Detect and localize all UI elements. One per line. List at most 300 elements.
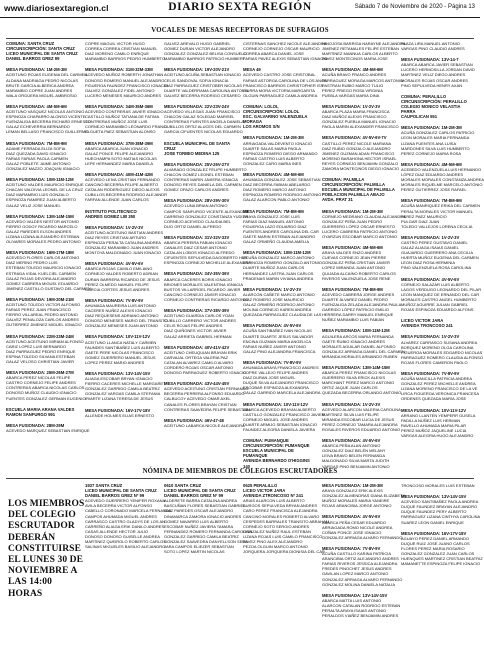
mesa-block: [401, 334, 483, 365]
vocal-name: FARIAS NUÑEZ JAVIER ANTONIO: [243, 343, 306, 349]
vocal-name: CAMPOS AHUMADA MIGUEL ANDRES: [85, 513, 157, 519]
mesa-block: [164, 234, 251, 266]
vocal-name: GAETE RUBIO IGNACIO ANDRES: [322, 338, 385, 344]
mesa-heading: MESA FUSIONADA: 16M-17M-18M: [6, 250, 74, 256]
vocales-columns: [6, 41, 484, 469]
vocal-name: ACEVEDO FLORES CARLOS ANTONIO: [6, 255, 80, 261]
vocal-name: ITURRA MORA VICTORIA MARGARITA: [243, 87, 315, 93]
vocal-name: TRONCOSO MORALES LUIS ESTEBAN: [401, 483, 475, 488]
vocal-name: BORQUEZ MORENO OLGA CAROLINA: [401, 344, 474, 350]
vocal-name: ADAME FERRADA ELIZA SOFIA: [6, 145, 66, 151]
vocal-name: CORNEJO CORNEJO OSCAR MAURICIO: [243, 46, 320, 52]
vocal-name: ACEITUNO GUARDIA CARLOS YOAN: [164, 313, 234, 319]
vocal-name: MALDONADO SILVA MARTA JUDITH: [322, 458, 390, 464]
vocal-name: ACUÑA BRAVO FRANCO ANDRES: [322, 72, 387, 78]
mesa-block: [401, 370, 480, 402]
mesa-heading: MESA FUSIONADA: 7M-8M-9M: [6, 140, 67, 146]
mesa-heading: DANIEL BARROS GREZ Nº 99: [164, 493, 224, 499]
vocal-name: FARIAS FARIAS PAOLA CARMEN: [6, 155, 68, 161]
section-divider: [6, 478, 474, 479]
vocal-name: ACEITUNO CHEUQUIAN BRAYAN ERIK: [164, 349, 238, 355]
vocal-name: AVILA BECERRA VICTOR ALFONSO: [85, 503, 153, 509]
vocal-name: ACEITUNO TOLEDO VICTOR ALFONSO: [6, 302, 81, 308]
vocal-name: PEREZ GUTIERREZ JOSE RAFAEL: [401, 187, 467, 193]
vocal-name: FARIAS PAVEZ ALEXIS SEBASTIAN IGNACIO: [243, 56, 328, 62]
vocal-name: PEREZ CORNEJO MARIA ROSA: [401, 150, 462, 156]
mesa-heading: MESA FUSIONADA: 19M-20M-21M: [6, 296, 74, 302]
vocal-name: ACEITUNO LABARCA NICOLE ALEJANDRA: [164, 422, 245, 428]
vocal-name: MARAMBIO BARRIOS PATRICIO HUMBERT: [164, 56, 246, 62]
vocal-name: ARRIAGADA ROMO NICOLE ANDREA: [322, 524, 393, 530]
vocal-name: ABARCA ABARCA JAVIER SEBASTIAN: [401, 62, 473, 68]
vocal-name: ESTRADA VIDAL KUELCIEL CARMEN: [6, 270, 76, 276]
vocal-name: CIFUENTES SEPULVEDA DAGOBERTO HER: [164, 255, 248, 261]
mesa-block: [85, 67, 169, 98]
mesa-heading: AVENIDA BERNARDO O'HIGGINS 140: [243, 458, 310, 469]
vocal-name: GALAZ VELOSO CHRISTIAN JAVIER: [6, 358, 75, 364]
vocal-name: JORQUERA JORQUERA DIONISIA DEL CAR: [243, 549, 325, 555]
vocal-name: ACEVEDO SANTIBAÑEZ PAOLA ANDREA: [401, 499, 479, 505]
vocal-name: LEON MORALES MARIA FERNANDA: [401, 135, 470, 141]
vocal-name: GALAZ GARRIDO MARCELA ALEJANDRA: [243, 390, 321, 396]
vocal-name: GONZALEZ DIAZ BELÉN MELANY: [322, 448, 386, 454]
vocal-name: FARIAS PEREZ JUAN FRANCISCO: [6, 307, 71, 313]
vocal-name: ALARCON CAÑETE MARCO ANTONIO: [243, 291, 315, 297]
mesa-block: [85, 408, 159, 418]
mesa-block: [164, 381, 250, 412]
vocal-name: GONZALEZ ALMENDRAS DIANA ELIZABETH: [322, 493, 406, 499]
vocal-name: ACEITUNO LLANCA NATALY CARMEN: [85, 339, 157, 345]
vocal-name: CUBILLOS ORTIZ ALUCES DEL CARMEN: [164, 124, 241, 130]
vocal-name: PEREZ PAEZ MAURICIO: [401, 213, 447, 219]
mesa-block: [243, 323, 317, 354]
vocal-name: LIZANA LIZANA ALEJANDRO ESTEBAN: [6, 234, 80, 239]
mesa-heading: 0610 SANTA CRUZ: [164, 483, 202, 488]
vocal-name: MOLINA CORNEJO KAREN ANDREA: [243, 307, 312, 313]
mesa-block: [322, 364, 402, 396]
mesa-block: [6, 103, 91, 135]
vocal-name: ABARCA PEREIRA FABIAN IGNACIO: [164, 240, 233, 245]
vocal-name: CARRASCO CASTRO GLADYS DE LOS AN: [85, 518, 166, 524]
vocal-name: CONTRERAS SAAVEDRA FELIPE SEBASTIAN: [164, 406, 250, 412]
vocal-name: DIJO ORTIZ DANIEL ALFREDO: [164, 223, 222, 229]
mesa-block: [322, 592, 401, 619]
vocal-name: CASTILLO PEREZ NICOLE MARIANA: [322, 140, 392, 146]
mesa-heading: MESA FUSIONADA: 4V-5V-6V: [243, 323, 302, 329]
vocal-name: DIAZ MORENO CAMILO ENRIQUE: [85, 51, 150, 57]
vocal-name: CARO PEREZ FRANCISCA ALEJANDRA: [243, 508, 318, 514]
vocal-name: ARAYA GONZALEZ JOSE LUIS: [243, 213, 300, 219]
vocal-name: DIAZ PAREDES OSCAR ALEJANDRO: [164, 508, 234, 514]
vocal-name: CORNEJO ACEVEDO CLAUDIA BEL: [164, 218, 231, 224]
vocal-name: DIAZ RUBIO GONZALO ALEJANDRO: [322, 145, 391, 151]
mesa-heading: POBLACION PALMILLA ABAJO: [322, 192, 385, 198]
vocal-name: ARAYA GONZALEZ ERIK ALEXIS: [322, 488, 383, 494]
vocal-name: CANALES FLORES BRAYAN CRISTIAN: [164, 401, 237, 407]
vocal-name: JIMENEZ GUZMAN ADAN FRANCISCO: [322, 150, 395, 156]
vocal-name: JIMENEZ CASTILLO GUSTAVO DEL CARMEN: [6, 285, 91, 291]
vocal-name: DIAZ MARAMBIO LUIS GONZALO: [6, 192, 69, 198]
vocal-name: GUERRERO LÓPEZ OSCAR ERNESTO: [322, 223, 396, 229]
vocal-name: ESPINA TOLEDO SILVANA ESTEBAN: [6, 353, 75, 359]
mesa-heading: MESA FUSIONADA: 10M-11M-12M: [322, 328, 390, 334]
vocal-name: FIGUEROA LAZO EDUARDO DIAZ: [243, 223, 307, 229]
mesa-heading: MESA FUSIONADA: 16V-17V-18V: [401, 530, 467, 536]
vocal-name: GARCIA CIFUENTES NICOLAS EDUARDO: [164, 129, 243, 135]
vocal-name: GONZALEZ GARRIDO CAMILA BEATRIZ: [85, 386, 160, 392]
vocal-name: VARGAS ALEGRIA HUGO ALEJANDRO: [401, 433, 474, 438]
mesa-block: [401, 318, 475, 328]
vocal-name: DONOSO MENESES MARIO DEL TRANSITO: [85, 318, 168, 324]
vocal-name: LIRCA FIGUEROA VERONICA FRANCESA: [401, 391, 480, 397]
vocal-name: DUQUE SILVA ALEJANDRO FRANCISCO: [243, 380, 319, 386]
vocal-name: ORTIZ JAQUE JUAN CARLOS: [322, 385, 378, 391]
vocal-name: GAETE MARIN ESTEBAN ALEJANDRO: [243, 234, 316, 239]
vocal-name: CONTRERAS MARIN JAVIERA IGNACIA: [164, 177, 238, 183]
mesa-block: [401, 57, 475, 88]
vocal-name: FUENTES GONZALEZ GERMAN EUGENIO: [6, 395, 86, 401]
vocal-name: MARDONES SILVA LUIS HUMBERTO: [401, 145, 470, 151]
vocal-name: CASTRO PEREZ GUSTAVO DANIEL: [401, 240, 468, 245]
vocal-name: CASTILLO GONZALEZ FRANCISCO JAVIER: [243, 411, 325, 417]
vocal-name: IRIARTE LIZANA TERESA DE JESUS: [85, 396, 154, 402]
mesa-heading: AVENIDA ZTRONCOSO Nº 241: [243, 493, 304, 499]
vocal-name: DURAN BARRERA RICARDO DE JESUS: [85, 276, 160, 282]
mesa-heading: MESA FUSIONADA: 4M-5M-6M: [243, 171, 304, 177]
vocal-name: GONZALEZ ARRIAGA ALVARO FERNANDO: [322, 576, 403, 582]
vocal-name: ABARCA MATTA LUIS ANTONIO: [322, 597, 382, 603]
text-column: [85, 41, 169, 424]
vocal-name: ESPINOZA ROMERO GONZALO ANTONIO: [243, 260, 322, 266]
mesa-heading: LOS AROMOS S/N: [243, 124, 280, 130]
vocal-name: LEPE HERNANDEZ MARIA DANIELA: [85, 160, 154, 166]
vocal-name: ALLENDE HOLMES ELIAS ERNESTO: [85, 412, 155, 418]
vocal-name: FRANCISCO BARRIOS CHRISTOPHER ISS: [243, 82, 324, 88]
vocal-name: CORNEJO VALDES ROBERTO ADRIAN: [85, 271, 158, 277]
vocal-name: DIAZ REYES CRISTIAN ARTURO: [85, 234, 147, 240]
vocal-name: CARVAJAL ORTEGA VALERIA PAZ: [164, 354, 228, 360]
mesa-block: [85, 370, 166, 402]
vocal-name: SOTO LOPEZ MARTIN NICOLAS: [164, 549, 225, 555]
vocal-name: PERALDOS VIAÑEZ BENJAMIN ANDRES: [322, 613, 399, 619]
mesa-block: [322, 103, 399, 130]
vocal-name: ARANCIBIA ORTIZ ALEJANDRO ANDRES: [322, 556, 399, 562]
vocal-name: CASAS ALLENDE HECTOR JULIO: [85, 528, 149, 534]
vocal-name: GONZALEZ GARRIDO CAMILA BEATRIZ: [164, 533, 239, 539]
mesa-block: [322, 67, 403, 98]
mesa-heading: MESA FUSIONADA: 13V-14-7: [401, 57, 459, 63]
mesa-heading: MESA FUSIONADA: 4V-5V-6V-7V: [322, 135, 387, 141]
mesa-block: [322, 41, 406, 62]
mesa-block: [322, 514, 403, 540]
mesa-heading: 0625 PERALILLO: [243, 483, 278, 488]
vocal-name: ALDANA MADRIAGA PEDRO NICOLAS: [6, 77, 79, 83]
mesa-heading: LICEO MUNICIPAL DE SANTA CRUZ: [6, 51, 78, 57]
mesa-heading: COMUNA: PUMANQUE: [243, 438, 289, 444]
vocal-name: PINO VALENZUELA ROSA CAROLINA: [401, 265, 472, 271]
text-column: [164, 41, 251, 434]
vocal-name: LOPEZ MIRANDA JUAN ANTONIO: [322, 265, 386, 271]
vocal-name: DIAZ ROMERO MARCO ANTONIO: [243, 187, 307, 193]
mesa-block: [85, 103, 168, 135]
vocal-name: RIVEROS VALENZUELA JOSE RENE: [322, 275, 391, 281]
mesa-heading: ANDRES GOMEZ LIB 350: [85, 213, 136, 219]
mesa-block: [243, 135, 317, 166]
vocal-name: DONOSO ROMERO MANUEL ALEJANDRO: [85, 77, 165, 83]
mesa-heading: MESA FUSIONADA: 22V-23V-24V: [164, 103, 230, 109]
vocal-name: CASTRO CORNEJO FELIPE ANDRES: [6, 380, 76, 386]
vocal-name: CATALAN ALVAREZ CAMILO ALVARO: [164, 359, 234, 365]
vocal-name: ESPINOZA ROMERO DIEGO ARMANDO: [243, 150, 318, 156]
vocal-name: LOPEZ PEREZ MARIO ANDRES: [85, 359, 145, 365]
mesa-heading: AVENIDA TRONCOSO 241: [401, 323, 453, 329]
vocal-name: ESCOBAR NUÑEZ JAVIERA TAMARA: [164, 523, 234, 529]
mesa-block: [322, 483, 406, 509]
vocal-name: ABARCA PLAZA MARIA FRANCISCA: [322, 109, 390, 115]
vocal-name: DUARTE ÁLVAREZ DANIEL PEDRO: [322, 296, 388, 302]
vocal-name: DIAZ MERINO PEDRO LUIS: [6, 260, 58, 266]
vocal-name: CELIS SANDOVAL SOFIA IGNACIA: [164, 77, 229, 83]
vocal-name: DONOSO REYES DANIELA DEL CARMEN: [164, 182, 242, 188]
mesa-block: [164, 308, 238, 339]
vocal-name: CATALAN LOBOS IGNACIO ALFREDO: [164, 250, 235, 256]
mesa-heading: MESA FUSIONADA: 1M-2M-3M: [6, 67, 67, 73]
vocal-name: CASTILLO MUÑOZ TATIANA DE FATIMA: [85, 114, 160, 120]
mesa-block: [243, 483, 330, 555]
vocal-name: DUARTE DUARTE JESUS SALVADOR: [243, 333, 314, 339]
vocal-name: CESPEDES BARRALES TRANSITO ABRAHAM: [243, 518, 330, 524]
mesa-heading: ESCUELA MUNICIPAL DE PUMANQUE: [243, 448, 294, 459]
vocal-name: PEREZ PRIEGO ROSA VIRGINIA: [322, 87, 383, 93]
vocal-name: MARTINEZ MANNUA CARLOS ALBERTO: [322, 51, 398, 57]
mesa-block: [6, 41, 80, 61]
mesa-heading: MESA FUSIONADA: 1V-2V-3V: [401, 234, 460, 240]
mesa-heading: MESA FUSIONADA: 34V-35V-36V: [164, 271, 230, 277]
vocal-name: GONZALEZ CARO MARIA INES: [243, 160, 302, 166]
mesa-heading: MESA FUSIONADA: 7M-8M-9M: [322, 286, 383, 292]
vocal-name: GAVILAN LOPEZ MARCO ANTONIO: [322, 571, 389, 577]
vocal-name: RAVELLO AHUMADA MARIA PILAR: [401, 422, 467, 428]
section-divider: [6, 38, 474, 39]
vocal-name: ACEITUNO VASQUEZ NICOLAS ANTONIO: [6, 109, 85, 115]
vocal-name: GALAZ POBLETE JAIME ANTONIO: [6, 160, 71, 166]
vocal-name: ENCINA GUZMAN MARIA ANGELICA: [243, 338, 312, 344]
vocal-name: CORNEJO CONTRERAS RICARDO ANTONIO: [164, 296, 249, 302]
mesa-block: [85, 483, 172, 550]
mesa-heading: MESA FUSIONADA: 25M-26M-27M: [6, 370, 74, 376]
vocal-name: CARIZ LOPEZ LUIS BERNARDO: [6, 343, 67, 349]
vocal-name: PERALTA ARAYA ISAIAS ANTONIO: [322, 607, 387, 613]
mesa-heading: MESA FUSIONADA: 1V-2V-3V: [401, 334, 460, 340]
mesa-block: [85, 141, 159, 166]
vocal-name: ESPINOZA RAMIREZ JUAN ALBERTO: [6, 197, 77, 203]
mesa-heading: ESC. GALVARINO VALENZUELA MORAGA: [243, 114, 308, 125]
mesa-heading: RAMON SANFURGO 591: [6, 411, 56, 417]
vocal-name: BASCUÑAN FLORES SEBASTIAN GABRIEL: [164, 503, 246, 509]
vocal-name: FAUNDES SANTIBAÑEZ LUIS ALBERTO: [85, 344, 160, 350]
mesa-heading: MESA FUSIONADA: 13V-14V-15V: [85, 370, 151, 376]
mesa-block: [243, 286, 322, 318]
vocal-name: WALA ORGUERA MIGUEL AMBROSIO: [6, 92, 77, 98]
colegios-section: [6, 483, 483, 668]
vocal-name: PEZOA OLGUIN MARCO ANTONIO: [243, 544, 308, 550]
vocal-name: CELIS ROJAS FELIPE ANDRES: [164, 323, 223, 329]
mesa-heading: MESA FUSIONADA: 40V-41V-42V: [164, 344, 230, 350]
mesa-block: [401, 408, 475, 439]
vocal-name: FARIAS RIVEROS JESSICA ALEJANDRA: [322, 561, 398, 567]
vocal-name: SUAREZ LEON DANIEL ENRIQUE: [401, 519, 464, 525]
mesa-block: [164, 417, 245, 428]
mesa-block: [6, 67, 88, 98]
mesa-heading: MESA FUSIONADA: 1M-2M-3M: [401, 125, 462, 131]
vocal-name: HUERTA MUÑOZ EUGENIA DEL CARMEN: [401, 255, 479, 261]
vocal-name: ARRANO LLANTEN YEMPERR GUSELA: [401, 412, 476, 418]
vocal-name: ACEVEDO CASTRO JOSE CRISTOBAL: [243, 72, 316, 78]
mesa-block: [85, 224, 164, 256]
mesa-block: [322, 286, 402, 323]
mesa-block: [164, 271, 249, 302]
vocal-name: OYARZUN ESCOBAR MARCO ANTONIO: [322, 234, 397, 239]
mesa-heading: COMUNA: SANTA CRUZ: [6, 41, 55, 46]
vocal-name: PULGAR DIAZ JUAN: [401, 218, 440, 224]
mesa-heading: INSTITUTO POLITECNICO: [85, 208, 137, 214]
vocal-name: ARAYA VALDES ENZO ANDRES: [322, 250, 382, 256]
vocal-name: DONOSO MUÑOZ CLAUDIO IGNACIO: [6, 390, 77, 396]
mesa-heading: COMUNA: PERALILLO: [401, 93, 447, 99]
issue-date-page: Sábado 7 de Noviembre de 2020 - Página 13: [354, 4, 475, 10]
vocal-name: DONOSO PARRAGUEZ ROBERTO IGNACIO: [164, 370, 247, 376]
vocal-name: DUARTE ARMIJO SEBASTIAN IGNACIO: [243, 421, 317, 427]
vocal-name: GAETE PERE NICOLAS FRANCISCO: [85, 349, 154, 355]
mesa-heading: MESA FUSIONADA: 7V-8V-9V: [243, 359, 302, 365]
vocal-name: FARIAS DIAZ MANUEL ANTONIO: [243, 218, 305, 224]
mesa-heading: CIRCUNSCRIPCIÓN: SANTA CRUZ: [6, 46, 75, 52]
mesa-heading: LICEO MUNICIPAL DE SANTA CRUZ: [164, 488, 236, 494]
vocal-name: MARAMBIO COPRE JUAN ANDRES: [6, 87, 73, 93]
mesa-block: [85, 171, 168, 203]
mesa-heading: LICEO VICTOR JARA: [243, 488, 286, 494]
mesa-block: [401, 198, 480, 229]
vocal-name: FARIAS CASTRO LUIS ALBERTO: [243, 155, 305, 161]
vocal-name: ALIAGA ESCOBAR BRYAN IGNACIO: [85, 376, 153, 382]
mesa-heading: MESA FUSIONADA: 19V-20V-21V: [164, 67, 230, 73]
text-column: [401, 483, 483, 572]
vocal-name: HINOJOSA BARRIGA NARAYNE ALEJANDRA: [322, 41, 406, 46]
vocal-name: LIZANA FUENTES ANA LUISA: [401, 140, 457, 146]
vocal-name: NUÑEZ MARAMBIO LUIS FABIAN: [322, 317, 385, 323]
vocal-name: FARIAS ASTORGA CAROLINA DE LOS ANGE: [243, 77, 327, 83]
vocal-name: CHACAN VALDIVIA LEONEL DE LA CRUZ: [6, 187, 83, 193]
vocal-name: ESCOBAR ESPINOZA ALEXANDRA: [243, 385, 309, 391]
vocal-name: GALVEZ BECERRA RODRIGO CESAREO: [164, 92, 241, 98]
mesa-heading: MESA FUSIONADA: 1V-2V-3V: [85, 224, 144, 230]
text-column: [164, 483, 253, 560]
vocal-name: FIERRO GODOY RICARDO MARCELO: [6, 223, 78, 229]
vocal-name: ABARCA PEREZ NICOLAS FELIPE: [6, 375, 71, 381]
vocal-name: GONZALEZ PEÑA JUAN PEDRO: [322, 218, 383, 224]
vocal-name: DIAZ PARRAGUEZ PEDRO ENRIQUE: [6, 348, 76, 354]
vocal-name: CORREA ABARCA DANIEL JOSE: [243, 51, 304, 57]
mesa-block: [85, 209, 159, 219]
vocal-name: MORALES MORALES CONSTANZA ANDREA: [401, 177, 484, 183]
vocal-name: PARRAGUEZ MORAGA MARCOS ANTONIO: [322, 77, 403, 83]
vocal-name: FREDES PINOCHET JESUS ANDRES: [322, 566, 392, 572]
vocal-name: DIAZ BECERRA FABIAN ABELARDO: [243, 182, 311, 188]
vocal-name: CAMPOS SANFURGO VICENTE ALEXANDER: [164, 208, 249, 214]
mesa-block: [243, 104, 317, 129]
vocal-name: CORNEJO SALAZAR LUIS ALBERTO: [401, 281, 470, 287]
vocal-name: LEMAN BELLASO FRANCISCO GUILLERMO: [6, 129, 89, 135]
mesa-heading: MESA FUSIONADA: 4V-5V-6V: [401, 276, 460, 282]
vocal-name: MORALES AGUILAR DANIEL ALFONSO: [322, 343, 396, 349]
vocal-name: HUENQUES MARTINEZ CRISTIAN BEATRIZ: [401, 556, 483, 562]
mesa-heading: MESA FUSIONADA: 28V-29V-30V: [164, 198, 230, 204]
vocal-name: ABARCA CACERES BORIS IGNACIO: [164, 276, 233, 282]
mesa-block: [6, 407, 80, 417]
vocal-name: CUBILLO CARRERO VICTOR ANDRES: [164, 318, 236, 324]
vocal-name: DONOSO DONOSO GUISELLE ANDREA: [85, 533, 160, 539]
vocal-name: LÓPEZ DIAZ EDUARDO ANDRES: [401, 171, 464, 177]
mesa-heading: CIRCUNSCRIPCIÓN: LOLOL: [243, 109, 300, 115]
vocal-name: ELGUETA PAEZ SEBASTIAN ALONSO: [85, 129, 156, 135]
vocal-name: ACEVEDO CONTRERAS JAVIER IGNACIO: [85, 109, 164, 115]
vocal-name: CONTRERAS MUÑOZ JOSE LUIS: [85, 119, 148, 125]
vocal-name: PAOLA MARIN ALEXANDER FRANCISCO: [322, 124, 399, 130]
mesa-block: [401, 276, 482, 313]
mesa-heading: MESA FUSIONADA: 4M-5M-6M: [6, 103, 67, 109]
vocal-name: GALAZ PAREDES ELSON ANDRES: [6, 228, 72, 234]
vocal-name: MARTINEZ QUEIROLO ROBERTO CARLOS: [85, 539, 166, 545]
vocal-name: GONZALEZ MENESES JUAN ANTONIO: [85, 323, 158, 329]
vocal-name: ZAMORA MONTECINOS DIEGO IGNACIO: [322, 165, 400, 171]
mesa-heading: DANIEL BARROS GREZ Nº 99: [85, 493, 145, 499]
vocal-name: ACEVEDO LUNA BRIAN ANTONIO: [164, 203, 228, 209]
mesa-block: [164, 483, 253, 555]
vocal-name: AHUMADA ARAYA FRANCISCO ANDRES: [243, 364, 319, 370]
mesa-heading: MESA FUSIONADA: 40M-41M-42M: [85, 171, 153, 177]
text-column: [85, 483, 172, 555]
vocal-name: GALVEZ AREVALO HUGO GABRIEL: [164, 41, 231, 46]
vocal-name: CHACON GOMEZ LEONEL ESTEBAN: [164, 171, 234, 177]
mesa-heading: MESA FUSIONADA: 13V-14V-15V: [401, 494, 467, 500]
vocal-name: GONZALEZ GONZALEZ BELISA CONSUELO: [164, 51, 247, 57]
vocal-name: FLORES PEREZ MARIA ROSARIO: [401, 545, 465, 551]
vocal-name: AHUMADA MAUREIRA LUIS ANTONIO: [85, 302, 156, 308]
vocal-name: TOLEDO VALLEJOS LORENA CECILIA: [401, 223, 473, 229]
mesa-block: [6, 297, 80, 328]
mesa-block: [6, 141, 80, 172]
mesa-block: [243, 401, 325, 433]
site-url[interactable]: www.diariosextaregion.cl: [4, 3, 109, 13]
mesa-heading: MESA FUSIONADA: 13M-14M-15M: [322, 364, 390, 370]
vocal-name: CONTRERAS FUENTES ANGELA DANIELA: [164, 119, 245, 125]
mesa-heading: LICEO VICTOR JARA: [401, 318, 444, 324]
text-column: [401, 41, 484, 444]
mesa-block: [322, 401, 401, 433]
vocal-name: BURGOS SEPULVEDA BRYAN ANDRES: [243, 503, 318, 509]
vocal-name: REYES CORNEJO BENJAMIN GONZALO: [322, 160, 399, 166]
vocal-name: LUCERO MENESES MAURICIO ANDRES: [85, 92, 162, 98]
vocal-name: MONTOYA MALDONADO JUAN IGNACIO: [85, 250, 162, 256]
vocal-name: DUQUE RUIZ JOSE JUANO CARLOS: [401, 540, 470, 546]
vocal-name: ALVAREZ CARRASCO SUSANA ANDREA: [401, 339, 478, 345]
vocal-name: GONZALEZ MOLINA DANIELA NATALIA: [322, 581, 395, 587]
vocal-name: DUARTE SALAS MARIA PAOLA: [243, 145, 302, 151]
vocal-name: ABARCA PEREZ FRANCISCO NICOLAS: [322, 370, 397, 376]
newspaper-masthead: DIARIO SEXTA REGIÓN: [168, 1, 312, 13]
vocal-name: MARCHANT PEREZ MARCO ANTONIO: [322, 380, 395, 386]
vocal-name: LIZANA ROJAS LUIS CAMILO FRANCISCO: [243, 533, 323, 539]
